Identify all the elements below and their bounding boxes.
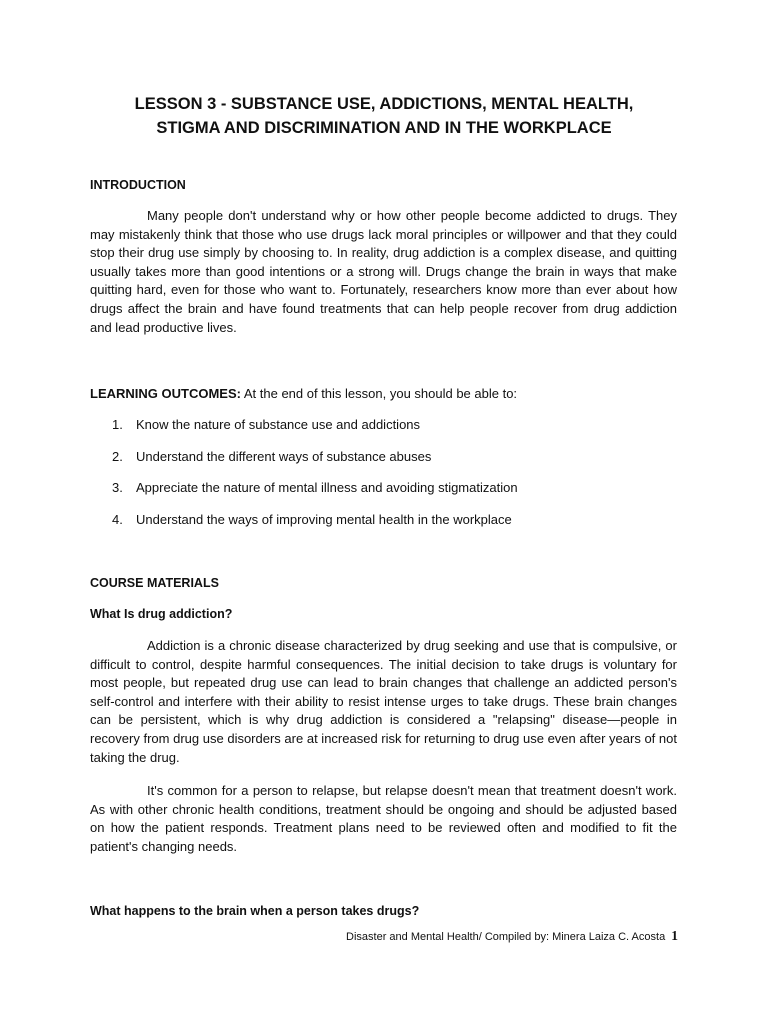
lesson-title <box>90 92 678 140</box>
list-item-number: 2. <box>112 448 123 464</box>
list-item <box>112 449 518 481</box>
lesson-title-line-2: STIGMA AND DISCRIMINATION AND IN THE WORKPLACE <box>156 119 612 137</box>
course-materials-heading: COURSE MATERIALS <box>90 576 219 590</box>
page-footer <box>346 928 678 944</box>
relapse-paragraph: It's common for a person to relapse, but relapse doesn't mean that treatment doesn't work. As with other chronic health conditions, treatment should be ongoing and should be adjusted based on how the patient responds. Treatment plans need to be reviewed often and modified to fit the patient's changing needs. <box>90 783 677 854</box>
learning-outcomes-intro: At the end of this lesson, you should be able to: <box>243 386 518 401</box>
list-item-text: Understand the ways of improving mental health in the workplace <box>136 511 512 527</box>
page-number: 1 <box>671 928 678 943</box>
list-item <box>112 512 518 544</box>
list-item-text: Know the nature of substance use and addictions <box>136 417 421 432</box>
learning-outcomes-heading: LEARNING OUTCOMES: <box>90 386 241 401</box>
drug-addiction-subheading: What Is drug addiction? <box>90 607 233 621</box>
list-item-number: 3. <box>112 480 123 495</box>
learning-outcomes-line <box>90 386 517 401</box>
list-item-text: Understand the different ways of substance abuses <box>136 448 432 464</box>
list-item-text: Appreciate the nature of mental illness and avoiding stigmatization <box>136 480 518 495</box>
introduction-heading: INTRODUCTION <box>90 178 186 192</box>
introduction-paragraph: Many people don't understand why or how other people become addicted to drugs. They may mistakenly think that those who use drugs lack moral principles or willpower and that they could stop their drug use simply by choosing to. In reality, drug addiction is a complex disease, and quitting usually takes more than good intentions or a strong will. Drugs change the brain in ways that make quitting hard, even for those who want to. Fortunately, researchers know more than ever about how drugs affect the brain and have found treatments that can help people recover from drug addiction and lead productive lives. <box>90 208 677 335</box>
list-item <box>112 417 518 449</box>
learning-outcomes-list <box>112 417 518 543</box>
lesson-title-line-1: LESSON 3 - SUBSTANCE USE, ADDICTIONS, MENTAL HEALTH, <box>134 95 634 113</box>
brain-subheading: What happens to the brain when a person takes drugs? <box>90 904 420 918</box>
list-item-number: 4. <box>112 511 123 527</box>
list-item <box>112 480 518 512</box>
list-item-number: 1. <box>112 417 123 432</box>
addiction-paragraph: Addiction is a chronic disease characterized by drug seeking and use that is compulsive, or difficult to control, despite harmful consequences. The initial decision to take drugs is voluntary for most people, but repeated drug use can lead to brain changes that challenge an addicted person's self-control and interfere with their ability to resist intense urges to take drugs. These brain changes can be persistent, which is why drug addiction is considered a "relapsing" disease—people in recovery from drug use disorders are at increased risk for returning to drug use even after years of not taking the drug. <box>90 638 677 765</box>
footer-text: Disaster and Mental Health/ Compiled by: Minera Laiza C. Acosta <box>346 931 666 943</box>
